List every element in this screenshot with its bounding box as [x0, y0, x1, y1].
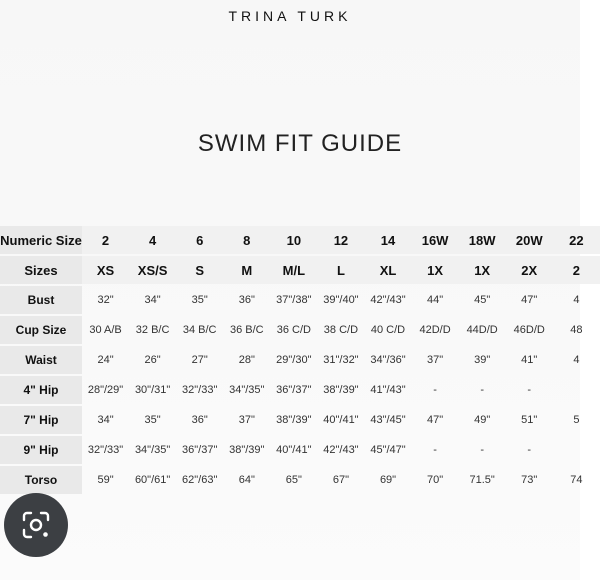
table-cell: 47": [427, 414, 444, 426]
table-cell: 65": [285, 474, 302, 486]
table-cell: 59": [97, 474, 114, 486]
table-cell: 46D/D: [513, 324, 545, 336]
table-cell: 39": [474, 354, 491, 366]
table-row: [0, 346, 600, 374]
table-row: [0, 436, 600, 464]
numeric-size-cell: 10: [270, 226, 317, 254]
numeric-size-cell: 8: [223, 226, 270, 254]
table-cell: -: [527, 444, 532, 456]
table-cell: 37": [427, 354, 444, 366]
page-title: SWIM FIT GUIDE: [197, 130, 403, 157]
table-cell: 40"/41": [323, 414, 359, 426]
table-cell: 60"/61": [134, 474, 171, 486]
numeric-size-cell: 2: [82, 226, 129, 254]
numeric-size-cell: 18W: [459, 226, 506, 254]
table-cell: 28"/29": [87, 384, 124, 396]
table-cell: 32"/33": [182, 384, 218, 396]
table-cell: 42"/43": [370, 294, 406, 306]
table-cell: 39"/40": [323, 294, 359, 306]
numeric-size-cell: 4: [129, 226, 176, 254]
table-cell: -: [527, 384, 532, 396]
table-cell: 32": [97, 294, 114, 306]
table-cell: 43"/45": [370, 414, 406, 426]
row-label: Numeric Size: [0, 226, 82, 254]
table-cell: 35": [191, 294, 208, 306]
table-cell: 1X: [459, 256, 506, 284]
numeric-size-cell: 6: [176, 226, 223, 254]
table-cell: 44D/D: [466, 324, 498, 336]
table-cell: S: [176, 256, 223, 284]
table-cell: -: [480, 384, 484, 396]
table-cell: 69": [379, 474, 397, 486]
table-cell: 34"/35": [229, 384, 265, 396]
row-label: 9" Hip: [0, 436, 82, 464]
table-cell: 34"/36": [370, 354, 406, 366]
brand-logo: TRINA TURK: [228, 8, 352, 24]
table-cell: [553, 376, 600, 404]
table-cell: 64": [238, 474, 255, 486]
table-cell: 30"/31": [134, 384, 171, 396]
table-cell: 24": [97, 354, 114, 366]
numeric-size-cell: 20W: [506, 226, 553, 254]
table-cell: 36": [238, 294, 255, 306]
table-cell: 32 B/C: [135, 324, 170, 336]
table-cell: 45"/47": [370, 444, 406, 456]
table-cell: 71.5": [469, 474, 495, 486]
table-cell: L: [317, 256, 364, 284]
table-cell: -: [433, 444, 437, 456]
table-cell: 41": [521, 354, 538, 366]
table-cell: 42"/43": [323, 444, 359, 456]
table-cell: 36 B/C: [229, 324, 264, 336]
numeric-size-cell: 14: [364, 226, 411, 254]
row-label: Torso: [0, 466, 82, 494]
table-cell: 40 C/D: [370, 324, 406, 336]
table-cell: 36"/37": [276, 384, 312, 396]
lens-search-button[interactable]: [4, 493, 68, 557]
table-cell: 34": [97, 414, 114, 426]
table-cell: 27": [191, 354, 208, 366]
table-row: [0, 316, 600, 344]
table-cell: 35": [144, 414, 161, 426]
table-cell: -: [433, 384, 437, 396]
table-row: [0, 406, 600, 434]
table-cell: 36"/37": [182, 444, 218, 456]
table-cell: 62"/63": [182, 474, 218, 486]
table-row: [0, 286, 600, 314]
table-cell: 5: [573, 414, 580, 426]
google-lens-icon: [19, 508, 53, 542]
table-cell: 36 C/D: [276, 324, 311, 336]
table-cell: 4: [573, 354, 580, 366]
table-cell: 40"/41": [276, 444, 312, 456]
table-cell: 2: [553, 256, 600, 284]
table-cell: 37"/38": [276, 294, 312, 306]
table-cell: 4: [573, 294, 580, 306]
table-cell: -: [480, 444, 484, 456]
table-cell: 51": [521, 414, 538, 426]
table-cell: 38 C/D: [323, 324, 359, 336]
table-cell: XS/S: [129, 256, 176, 284]
table-cell: XL: [364, 256, 411, 284]
table-cell: 37": [238, 414, 255, 426]
size-chart-table: [0, 224, 600, 496]
table-cell: 38"/39": [229, 444, 265, 456]
table-cell: 73": [521, 474, 538, 486]
table-cell: 34": [144, 294, 161, 306]
table-cell: 28": [238, 354, 255, 366]
row-label: 7" Hip: [0, 406, 82, 434]
table-cell: 38"/39": [276, 414, 312, 426]
table-cell: 34"/35": [134, 444, 171, 456]
table-cell: 49": [474, 414, 491, 426]
table-cell: 67": [332, 474, 349, 486]
table-cell: XS: [82, 256, 129, 284]
row-label: Bust: [0, 286, 82, 314]
table-cell: 74: [570, 474, 583, 486]
table-cell: 26": [144, 354, 161, 366]
table-cell: 31"/32": [323, 354, 359, 366]
table-cell: 42D/D: [419, 324, 451, 336]
table-cell: 36": [191, 414, 208, 426]
table-cell: 41"/43": [370, 384, 406, 396]
table-cell: 70": [427, 474, 444, 486]
table-cell: M/L: [270, 256, 317, 284]
row-label: 4" Hip: [0, 376, 82, 404]
table-row: [0, 256, 600, 284]
table-cell: 48: [570, 324, 583, 336]
table-row: [0, 376, 600, 404]
numeric-size-cell: 12: [317, 226, 364, 254]
table-cell: 32"/33": [87, 444, 124, 456]
table-cell: 38"/39": [323, 384, 359, 396]
table-cell: 45": [474, 294, 491, 306]
numeric-size-cell: 22: [553, 226, 600, 254]
table-cell: 30 A/B: [89, 324, 122, 336]
table-cell: 47": [521, 294, 538, 306]
table-cell: 44": [427, 294, 444, 306]
table-cell: 2X: [506, 256, 553, 284]
row-label: Waist: [0, 346, 82, 374]
row-label: Cup Size: [0, 316, 82, 344]
table-cell: M: [223, 256, 270, 284]
row-label: Sizes: [0, 256, 82, 284]
table-cell: [553, 436, 600, 464]
table-cell: 1X: [412, 256, 459, 284]
table-row: [0, 466, 600, 494]
table-cell: 34 B/C: [182, 324, 217, 336]
table-cell: 29"/30": [276, 354, 312, 366]
table-header-row: [0, 226, 600, 254]
numeric-size-cell: 16W: [412, 226, 459, 254]
